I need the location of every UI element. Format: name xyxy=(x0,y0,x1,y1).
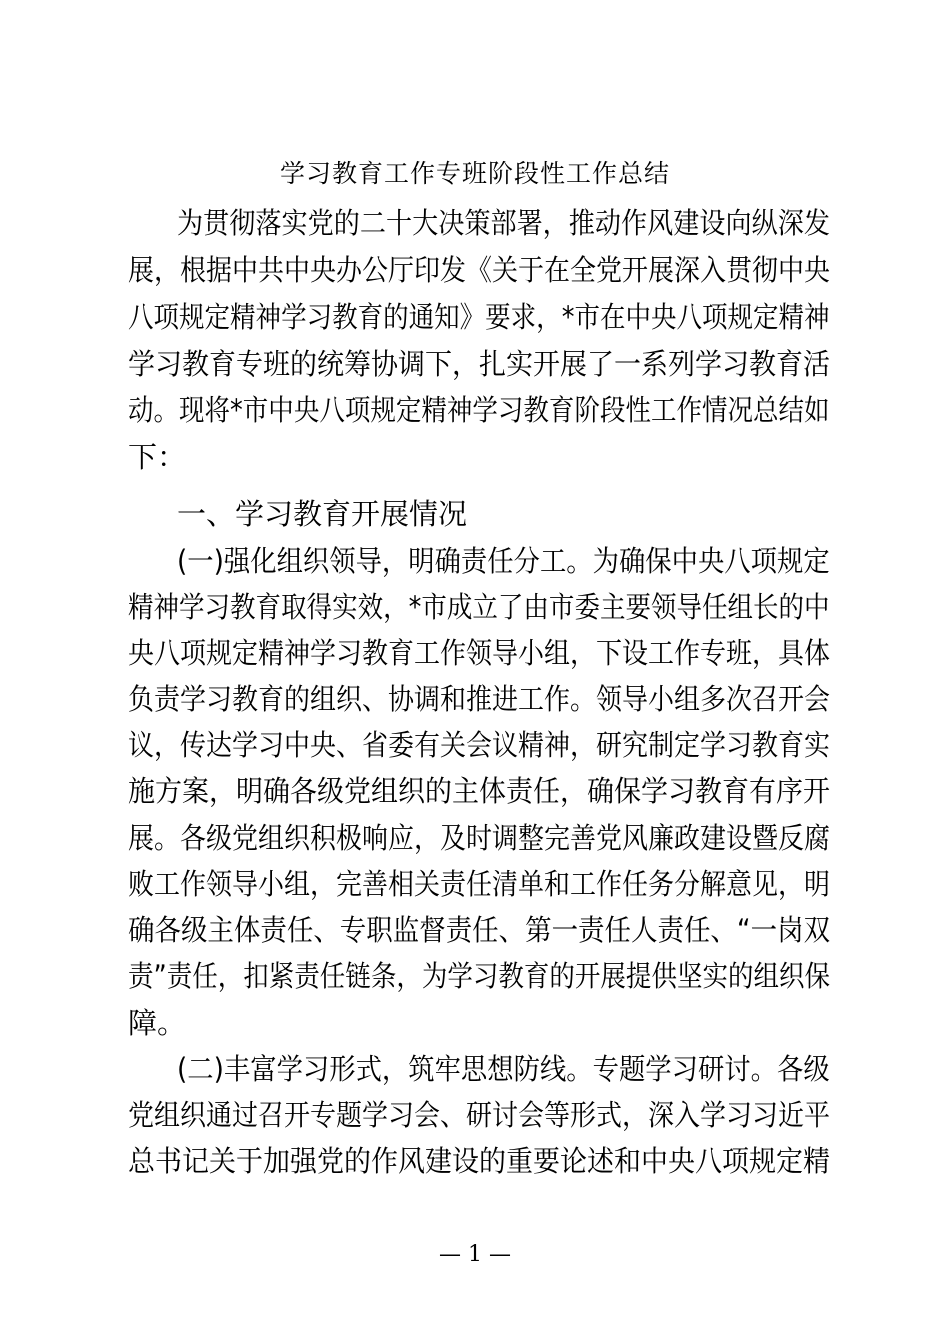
paragraph-line: (一)强化组织领导，明确责任分工。为确保中央八项规定 xyxy=(177,544,830,578)
document-title: 学习教育工作专班阶段性工作总结 xyxy=(279,159,670,188)
paragraph-line: 败工作领导小组，完善相关责任清单和工作任务分解意见，明 xyxy=(128,867,831,901)
paragraph-line: 动。现将*市中央八项规定精神学习教育阶段性工作情况总结如 xyxy=(128,393,830,427)
paragraph-line: 障。 xyxy=(128,1006,187,1040)
paragraph-line: 学习教育专班的统筹协调下，扎实开展了一系列学习教育活 xyxy=(128,347,830,381)
paragraph-line: 责”责任，扣紧责任链条，为学习教育的开展提供坚实的组织保 xyxy=(128,959,831,993)
paragraph-line: 为贯彻落实党的二十大决策部署，推动作风建设向纵深发 xyxy=(177,206,831,240)
paragraph-line: (二)丰富学习形式，筑牢思想防线。专题学习研讨。各级 xyxy=(177,1052,830,1086)
paragraph-line: 下： xyxy=(128,440,187,474)
paragraph-line: 议，传达学习中央、省委有关会议精神，研究制定学习教育实 xyxy=(128,728,831,762)
paragraph-line: 总书记关于加强党的作风建设的重要论述和中央八项规定精 xyxy=(128,1144,830,1178)
page-number: — 1 — xyxy=(439,1242,511,1267)
paragraph-line: 央八项规定精神学习教育工作领导小组，下设工作专班，具体 xyxy=(128,636,831,670)
section-heading: 一、学习教育开展情况 xyxy=(177,497,468,531)
paragraph-line: 负责学习教育的组织、协调和推进工作。领导小组多次召开会 xyxy=(128,682,831,716)
paragraph-line: 展。各级党组织积极响应，及时调整完善党风廉政建设暨反腐 xyxy=(128,821,831,855)
paragraph-line: 精神学习教育取得实效，*市成立了由市委主要领导任组长的中 xyxy=(128,590,830,624)
paragraph-line: 施方案，明确各级党组织的主体责任，确保学习教育有序开 xyxy=(128,774,830,808)
paragraph-line: 党组织通过召开专题学习会、研讨会等形式，深入学习习近平 xyxy=(128,1098,831,1132)
paragraph-line: 确各级主体责任、专职监督责任、第一责任人责任、“一岗双 xyxy=(128,913,831,947)
paragraph-line: 展，根据中共中央办公厅印发《关于在全党开展深入贯彻中央 xyxy=(128,253,831,287)
paragraph-line: 八项规定精神学习教育的通知》要求，*市在中央八项规定精神 xyxy=(128,300,830,334)
